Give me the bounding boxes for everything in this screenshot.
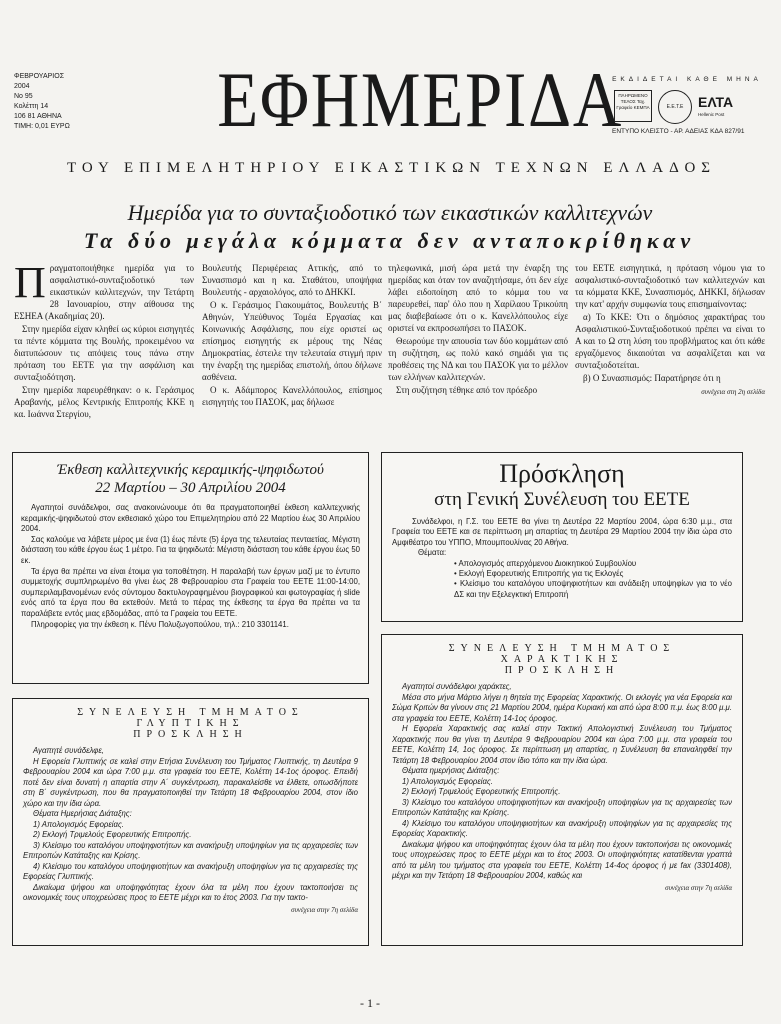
topic-item: • Απολογισμός απερχόμενου Διοικητικού Συμβουλίου: [454, 558, 637, 568]
exhibition-paragraph: Τα έργα θα πρέπει να είναι έτοιμα για τοποθέτηση. Η παραλαβή των έργων μαζί με το έντυπο συμμετοχής συμπληρωμένο θα γίνει έως 28 Φεβρουαρίου στα Γραφεία του ΕΕΤΕ 11:00-14:00, συμπεριλαμβανομένων ενός σύντομου δακτυλογραφημένου βιογραφικού και φωτογραφίας ή slide ενός από τα έργα που θα εκτεθούν. Μετά το πέρας της έκθεσης τα έργα θα πρέπει να τα παραλάβετε εντός μιας εβδομάδας, από τα Γραφεία του ΕΕΤΕ.: [21, 566, 360, 618]
sculpture-paragraph: Αγαπητέ συνάδελφε,: [33, 746, 104, 755]
topic-item: • Κλείσιμο του καταλόγου υποψηφιοτήτων και ανάδειξη υποψηφίων για το νέο ΔΣ και την Εξελεγκτική Επιτροπή: [454, 579, 732, 599]
headline-line2: Τα δύο μεγάλα κόμματα δεν ανταποκρίθηκαν: [83, 228, 696, 253]
topic-text: Εκλογή Εφορευτικής Επιτροπής για τις Εκλογές: [458, 569, 624, 579]
article-col-2: [202, 262, 382, 409]
sculpture-paragraph: 1) Απολογισμός Εφορείας.: [33, 819, 124, 829]
exhibition-dates: 22 Μαρτίου – 30 Απριλίου 2004: [95, 480, 286, 496]
address-street: Κολέττη 14: [14, 103, 49, 110]
article-paragraph: Στην ημερίδα είχαν κληθεί ως κύριοι εισηγητές τα πέντε κόμματα της Βουλής, προκειμένου να διατυπώσουν τις απόψεις τους πάνω στην πρόταση του ΕΕΤΕ για την ασφάλιση και συνταξιοδότηση.: [14, 324, 194, 382]
engraving-paragraph: 3) Κλείσιμο του καταλόγου υποψηφιοτήτων και ανακήρυξη υποψηφίων για τις αρχαιρεσίες των Επιτροπών Κατάταξης και Κρίσης.: [392, 797, 732, 817]
sculpture-paragraph: Δικαίωμα ψήφου και υποψηφιότητας έχουν όλα τα μέλη που έχουν τακτοποιήσει τις οικονομικές τους υποχρεώσεις προς το ΕΕΤΕ μέχρι και το έτος 2003. Για την τακτο-: [23, 882, 358, 902]
engraving-paragraph: 4) Κλείσιμο του καταλόγου υποψηφιοτήτων και ανακήρυξη υποψηφίων για τις αρχαιρεσίες της Εφορείας Χαρακτικής.: [392, 818, 732, 838]
exhibition-paragraph: Αγαπητοί συνάδελφοι, σας ανακοινώνουμε ότι θα πραγματοποιηθεί έκθεση καλλιτεχνικής κεραμικής-ψηφιδωτού στον εκθεσιακό χώρο του Επιμελητηρίου από 22 Μαρτίου έως 30 Απριλίου 2004.: [21, 503, 360, 534]
page-number: - 1 -: [360, 996, 380, 1010]
postage-paid-logo: ΠΛΗΡΩΜΕΝΟ ΤΕΛΟΣ Ταχ. Γραφείο ΚΕΜΠΑ: [614, 90, 652, 122]
sculpture-paragraph: 2) Εκλογή Τριμελούς Εφορευτικής Επιτροπής.: [33, 830, 192, 839]
issue-month: ΦΕΒΡΟΥΑΡΙΟΣ: [14, 73, 65, 80]
invitation-title: Πρόσκληση: [499, 459, 625, 488]
article-col-4: [575, 262, 765, 398]
engraving-paragraph: Μέσα στο μήνα Μάρτιο λήγει η θητεία της Εφορείας Χαρακτικής. Οι εκλογές για νέα Εφορεία και Σώμα Κριτών θα γίνουν στις 21 Μαρτίου 2004, ημέρα Κυριακή και από ώρα 8:00 π.μ. έως 8:00 μ.μ. στα γραφεία του ΕΕΤΕ, Κολέττη 14-1ος όροφος.: [392, 692, 732, 723]
engraving-paragraph: Η Εφορεία Χαρακτικής σας καλεί στην Τακτική Απολογιστική Συνέλευση του Τμήματος Χαρακτικής που θα γίνει τη Δευτέρα 9 Φεβρουαρίου 2004 και ώρα 7:00 μ.μ. στα γραφεία του ΕΕΤΕ, Κολέττη 14, 1ος όροφος. Σε περίπτωση μη απαρτίας, η Συνέλευση θα επαναληφθεί την Τετάρτη 18 Φεβρουαρίου 2004 στον ίδιο τόπο και την ίδια ώρα.: [392, 724, 732, 765]
price: ΤΙΜΗ: 0,01 ΕΥΡΩ: [14, 123, 70, 130]
sculpture-box: [12, 698, 369, 946]
article-col-1: [14, 258, 194, 421]
continue-note: συνέχεια στη 2η σελίδα: [701, 388, 765, 396]
sculpture-heading: ΣΥΝΕΛΕΥΣΗ ΤΜΗΜΑΤΟΣ ΓΛΥΠΤΙΚΗΣ: [77, 707, 304, 729]
frequency-label: ΕΚΔΙΔΕΤΑΙ ΚΑΘΕ ΜΗΝΑ: [612, 76, 762, 83]
topic-item: • Εκλογή Εφορευτικής Επιτροπής για τις Εκλογές: [454, 569, 624, 579]
invitation-box: [381, 452, 743, 622]
invitation-subtitle: στη Γενική Συνέλευση του ΕΕΤΕ: [434, 489, 690, 510]
masthead-title: ΕΦΗΜΕΡΙΔΑ: [217, 56, 624, 143]
topics-label: Θέματα:: [418, 548, 447, 558]
engraving-subheading: ΠΡΟΣΚΛΗΣΗ: [504, 665, 620, 676]
continue-note: συνέχεια στην 7η σελίδα: [291, 905, 358, 914]
issue-meta: [14, 72, 70, 132]
sculpture-paragraph: Θέματα Ημερήσιας Διάταξης:: [33, 809, 132, 818]
elta-logo: ΕΛΤΑ: [698, 94, 734, 110]
exhibition-paragraph: Πληροφορίες για την έκθεση κ. Πένυ Πολυζωγοπούλου, τηλ.: 210 3301141.: [31, 619, 289, 629]
engraving-box: [381, 634, 743, 946]
article-paragraph: ραγματοποιήθηκε ημερίδα για το ασφαλιστικό-συνταξιοδοτικό των εικαστικών καλλιτεχνών, την Τετάρτη 28 Ιανουαρίου, στην αίθουσα της ΕΣΗΕΑ (Ακαδημίας 20).: [14, 263, 194, 321]
article-col-3: [388, 262, 568, 397]
address-city: 106 81 ΑΘΗΝΑ: [14, 113, 62, 120]
article-paragraph: Βουλευτής Περιφέρειας Αττικής, από το Συνασπισμό και η κα. Σταθάτου, υποψήφια Βουλευτής - αρχαιολόγος, από το ΔΗΚΚΙ.: [202, 263, 382, 297]
engraving-paragraph: 2) Εκλογή Τριμελούς Εφορευτικής Επιτροπής.: [402, 787, 561, 796]
headline-line1: Ημερίδα για το συνταξιοδοτικό των εικαστικών καλλιτεχνών: [127, 200, 653, 225]
sculpture-paragraph: 4) Κλείσιμο του καταλόγου υποψηφιοτήτων και ανακήρυξη υποψηφίων για τις αρχαιρεσίες της Εφορείας Γλυπτικής.: [23, 861, 358, 881]
exhibition-title: Έκθεση καλλιτεχνικής κεραμικής-ψηφιδωτού: [57, 462, 324, 478]
engraving-paragraph: Δικαίωμα ψήφου και υποψηφιότητας έχουν όλα τα μέλη που έχουν τακτοποιήσει τις οικονομικές τους υποχρεώσεις προς το ΕΕΤΕ μέχρι και το έτος 2003. Οι υποψηφιότητες κατατίθενται γραπτά από τα μέλη του τμήματος στα γραφεία του ΕΕΤΕ, Κολέττη 14-4ος όροφος ή με fax (3301408), μέχρι και την Τετάρτη 18 Φεβρουαρίου 2004, καθώς και: [392, 839, 732, 880]
sculpture-body: [23, 746, 358, 904]
article-paragraph: Θεωρούμε την απουσία των δύο κομμάτων από τη συζήτηση, ως πολύ κακό σημάδι για τις προθέσεις της ΝΔ και του ΠΑΣΟΚ για το μέλλον των ελλήνων καλλιτεχνών.: [388, 336, 568, 382]
article-paragraph: Ο κ. Γεράσιμος Γιακουμάτος, Βουλευτής Β΄ Αθηνών, Υπεύθυνος Τομέα Εργασίας και Κοινωνικής Ασφάλισης, που είχε οριστεί ως επίσημος εισηγητής εκ μέρους της Νέας Δημοκρατίας, έστειλε την τελευταία στιγμή πριν την έναρξη της ημερίδας επιστολή, όπου δήλωνε ασθένεια.: [202, 300, 382, 382]
continue-note: συνέχεια στην 7η σελίδα: [665, 883, 732, 892]
topic-text: Κλείσιμο του καταλόγου υποψηφιοτήτων και ανάδειξη υποψηφίων για το νέο ΔΣ και την Εξελεγκτική Επιτροπή: [454, 579, 732, 599]
article-paragraph: Στη συζήτηση τέθηκε από τον πρόεδρο: [396, 385, 538, 395]
exhibition-body: [21, 503, 360, 630]
article-paragraph: του ΕΕΤΕ εισηγητικά, η πρόταση νόμου για το ασφαλιστικό-συνταξιοδοτικό των καλλιτεχνών και τα κόμματα ΚΚΕ, Συνασπισμός, ΔΗΚΚΙ, δήλωσαν την κατ' αρχήν συμφωνία τους επισημαίνοντας:: [575, 263, 765, 309]
drop-cap: Π: [14, 258, 46, 307]
exhibition-box: [12, 452, 369, 684]
engraving-heading: ΣΥΝΕΛΕΥΣΗ ΤΜΗΜΑΤΟΣ ΧΑΡΑΚΤΙΚΗΣ: [448, 643, 676, 665]
elta-logo-sub: Hellenic Post: [698, 112, 725, 117]
masthead-subtitle: ΤΟΥ ΕΠΙΜΕΛΗΤΗΡΙΟΥ ΕΙΚΑΣΤΙΚΩΝ ΤΕΧΝΩΝ ΕΛΛΑΔΟΣ: [66, 160, 717, 176]
article-paragraph: α) Το ΚΚΕ: Ότι ο δημόσιος χαρακτήρας του Ασφαλιστικού-Συνταξιοδοτικού πρέπει να είναι το Α και το Ω στη λύση του προβλήματος και ότι κάθε εργαζόμενος δικαιούται να ασφαλίζεται και να συνταξιοδοτείται.: [575, 312, 765, 370]
invitation-text: Συνάδελφοι, η Γ.Σ. του ΕΕΤΕ θα γίνει τη Δευτέρα 22 Μαρτίου 2004, ώρα 6:30 μ.μ., στα Γραφεία του ΕΕΤΕ και σε περίπτωση μη απαρτίας τη Δευτέρα 29 Μαρτίου 2004 την ίδια ώρα στο Αμφιθέατρο του ΥΠΠΟ, Μπουμπουλίνας 20 Αθήνα.: [392, 517, 732, 547]
engraving-paragraph: 1) Απολογισμός Εφορείας.: [402, 776, 493, 786]
engraving-body: [392, 682, 732, 882]
chamber-seal-logo: Ε.Ε.Τ.Ε: [658, 90, 692, 124]
article-paragraph: β) Ο Συνασπισμός: Παρατήρησε ότι η: [583, 373, 721, 383]
exhibition-paragraph: Σας καλούμε να λάβετε μέρος με ένα (1) έως πέντε (5) έργα της τελευταίας πενταετίας. Μέγιστη διάσταση του κάθε έργου έως 1 μέτρο. Για τα ψηφιδωτά: Μέγιστη διάσταση του κάθε έργου έως 50 εκ.: [21, 534, 360, 565]
logos: [614, 90, 764, 126]
sculpture-subheading: ΠΡΟΣΚΛΗΣΗ: [133, 729, 248, 740]
article-paragraph: Στην ημερίδα παρευρέθηκαν: ο κ. Γεράσιμος Αραβανής, μέλος Κεντρικής Επιτροπής ΚΚΕ η κα. Ιωάννα Στεργίου,: [14, 385, 194, 419]
issue-number: Νο 95: [14, 93, 33, 100]
engraving-paragraph: Θέματα ημερήσιας Διάταξης:: [402, 766, 500, 775]
topic-text: Απολογισμός απερχόμενου Διοικητικού Συμβουλίου: [458, 558, 637, 568]
sculpture-paragraph: 3) Κλείσιμο του καταλόγου υποψηφιοτήτων και ανακήρυξη υποψηφίων για τις αρχαιρεσίες των Επιτροπών Κατάταξης και Κρίσης.: [23, 840, 358, 860]
sculpture-paragraph: Η Εφορεία Γλυπτικής σε καλεί στην Ετήσια Συνέλευση του Τμήματος Γλυπτικής, τη Δευτέρα 9 Φεβρουαρίου 2004 και ώρα 7:00 μ.μ. στα γραφεία του ΕΕΤΕ, Κολέττη 14-1ος όροφος. Επειδή ποτέ δεν είναι δυνατή η απαρτία στην Α΄ συγκέντρωση, παρακαλείσθε να έλθετε, οπωσδήποτε στη Β΄ συγκέντρωση, που θα πραγματοποιηθεί την Τετάρτη 18 Φεβρουαρίου 2004, στον ίδιο χώρο και την ίδια ώρα.: [23, 756, 358, 808]
permit-label: ΕΝΤΥΠΟ ΚΛΕΙΣΤΟ - ΑΡ. ΑΔΕΙΑΣ ΚΔΑ 827/91: [612, 128, 745, 135]
article-paragraph: Ο κ. Αδάμπορος Κανελλόπουλος, επίσημος εισηγητής του ΠΑΣΟΚ, μας δήλωσε: [202, 385, 382, 407]
article-paragraph: τηλεφωνικά, μισή ώρα μετά την έναρξη της ημερίδας και όταν τον αναζητήσαμε, ότι δεν είχε λάβει ειδοποίηση από το κόμμα του να παρευρεθεί, παρ' όλο που η Χαρίλαου Τρικούπη μας διαβεβαίωσε ότι ο κ. Κανελλόπουλος είχε οριστεί να εκπροσωπήσει το ΠΑΣΟΚ.: [388, 263, 568, 333]
invitation-body: [392, 517, 732, 600]
engraving-paragraph: Αγαπητοί συνάδελφοι χαράκτες,: [402, 682, 512, 691]
issue-year: 2004: [14, 83, 30, 90]
